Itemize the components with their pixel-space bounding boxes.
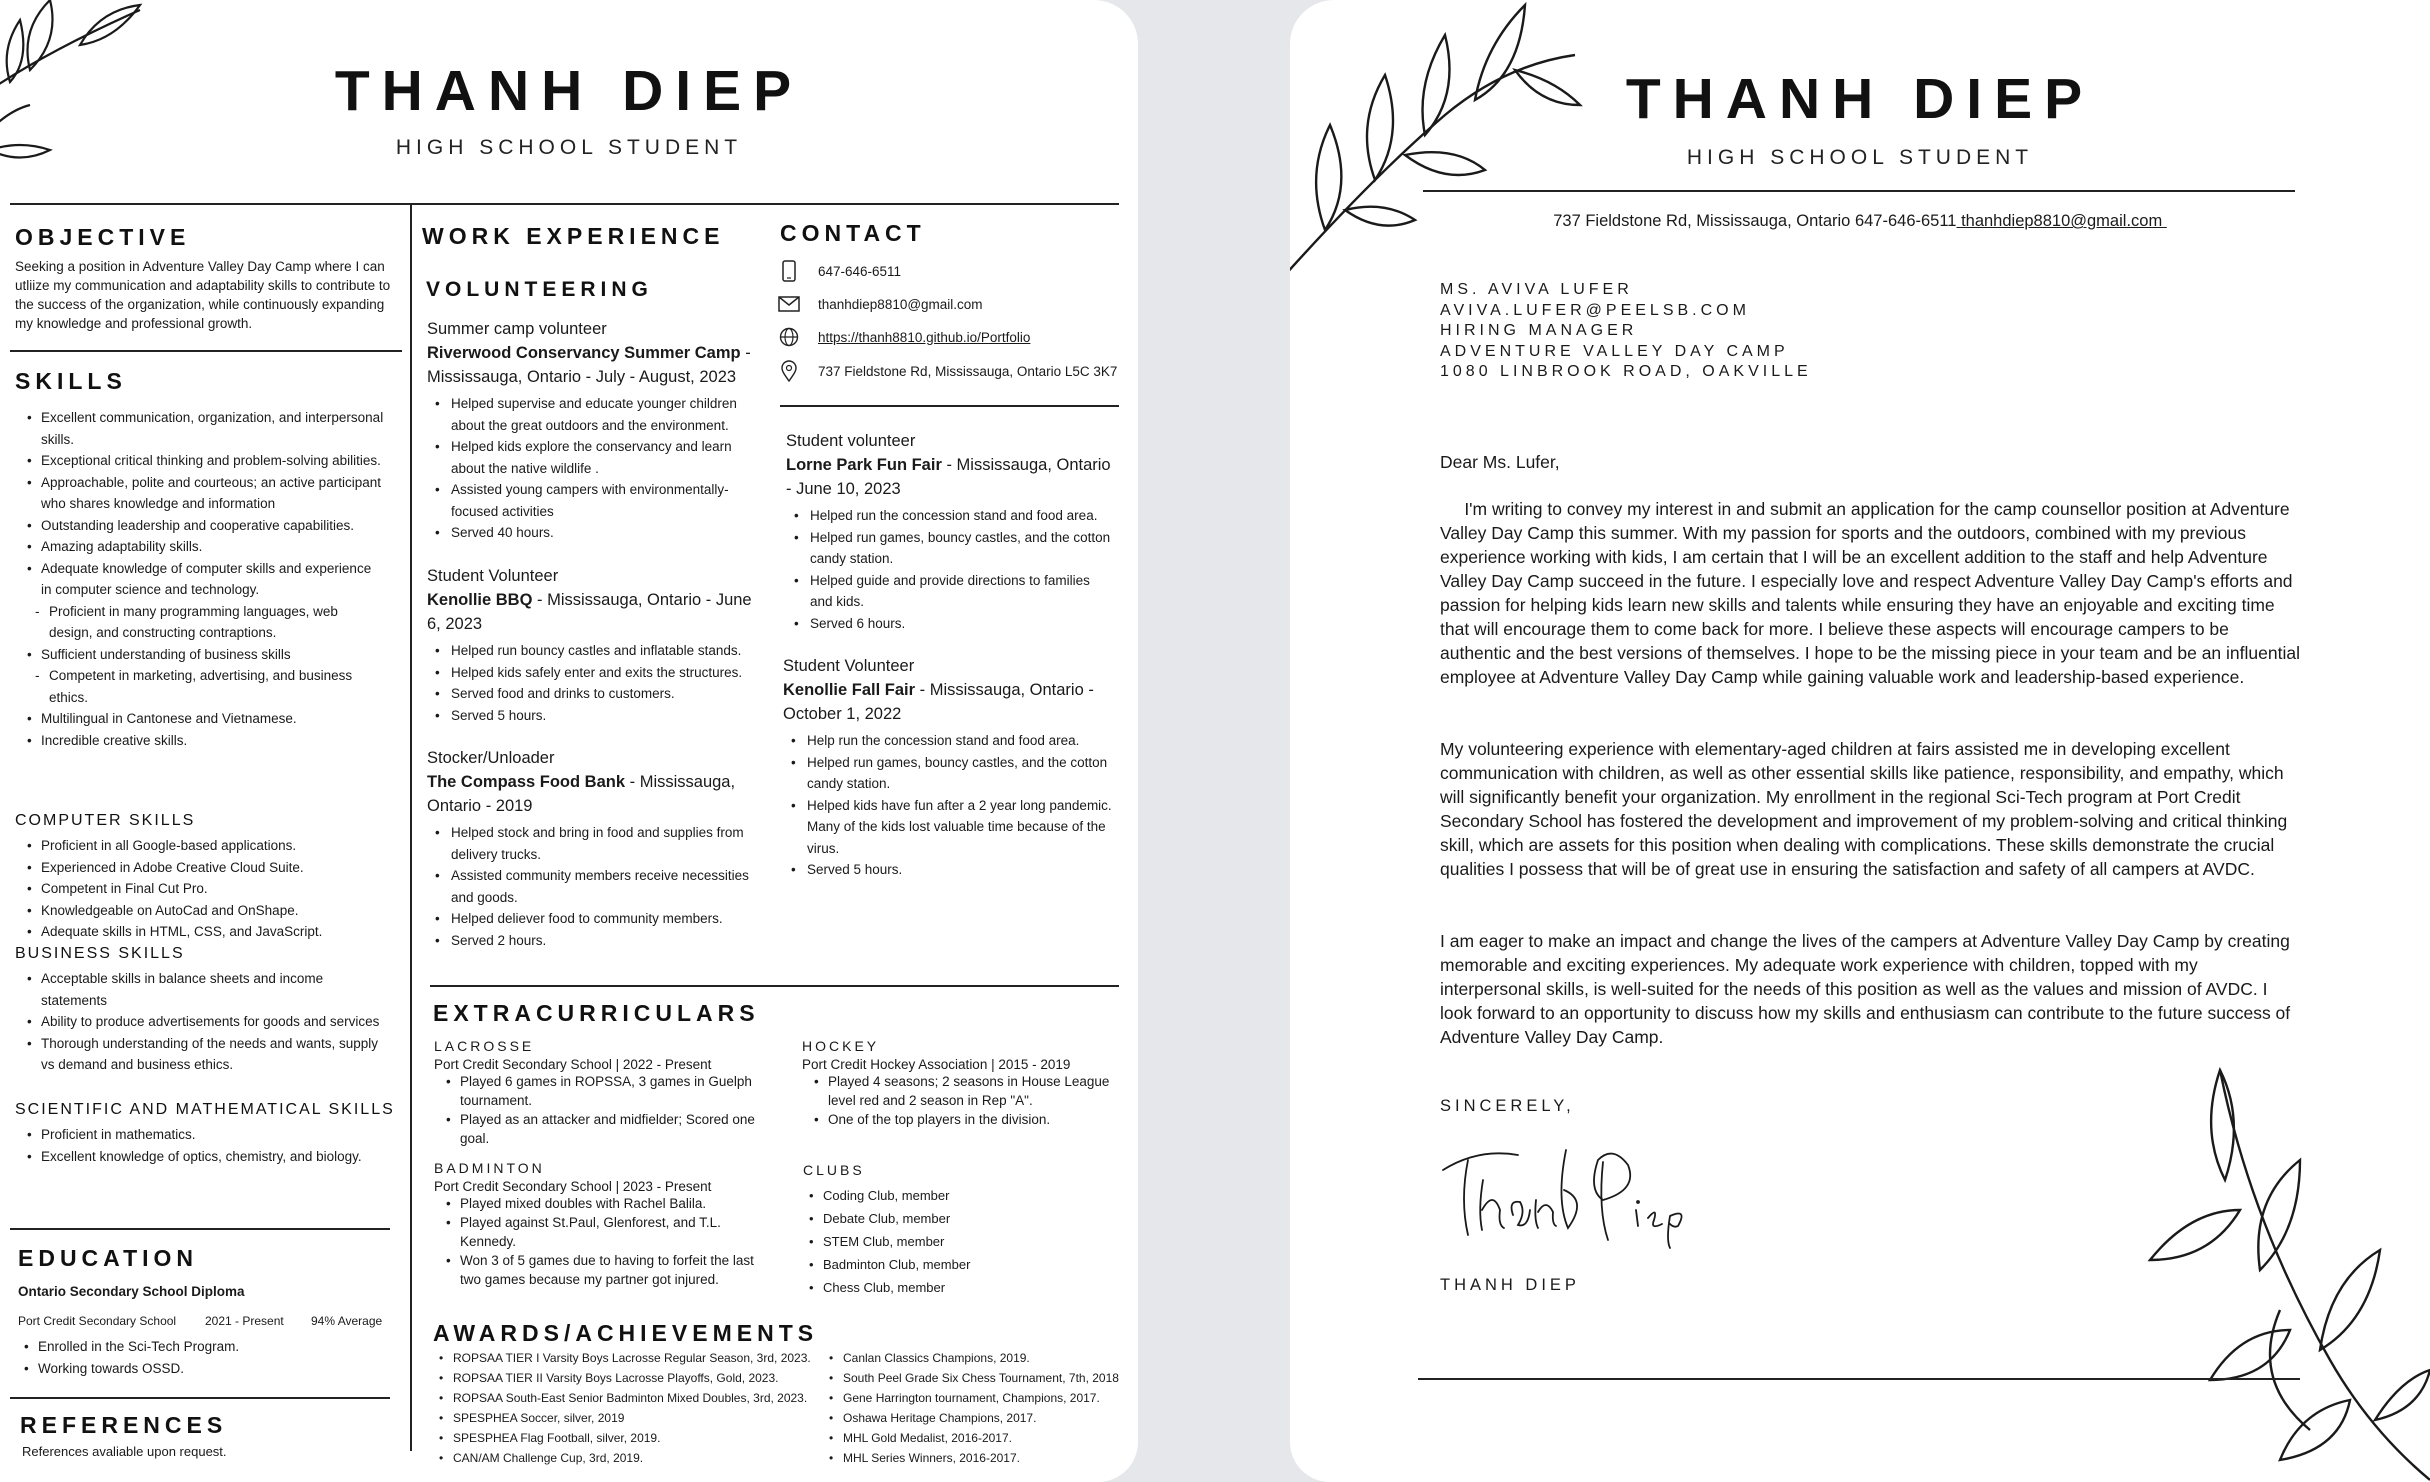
job-detail: - Mississauga, Ontario - June 10, 2023 [786, 456, 1111, 498]
education-heading: EDUCATION [18, 1245, 199, 1271]
list-sub-item: - Proficient in many programming languages, web design, and constructing contraptions. [25, 601, 385, 644]
list-item: • Played against St.Paul, Glenforest, and T.L. Kennedy. [444, 1213, 754, 1251]
education-list [22, 1336, 382, 1379]
lacrosse-title: LACROSSE [434, 1038, 535, 1054]
divider [430, 985, 1119, 987]
divider [1418, 1378, 2300, 1380]
list-item: • Canlan Classics Champions, 2019. [823, 1348, 1133, 1368]
recipient-line: MS. AVIVA LUFER [1440, 281, 1633, 298]
recipient-block [1440, 280, 1812, 383]
mail-icon [778, 293, 800, 315]
list-item: • CAN/AM Challenge Cup, 3rd, 2019. [433, 1448, 833, 1468]
list-item: • Competent in Final Cut Pro. [25, 878, 385, 900]
education-average: 94% Average [311, 1314, 383, 1328]
references-text: References avaliable upon request. [22, 1444, 227, 1459]
list-item: • Assisted community members receive necessities and goods. [427, 865, 752, 908]
science-skills-list [25, 1124, 385, 1167]
list-item: • Served 2 hours. [427, 930, 752, 952]
list-item: • Played 6 games in ROPSSA, 3 games in Guelph tournament. [444, 1072, 764, 1110]
list-item: • Outstanding leadership and cooperative capabilities. [25, 515, 385, 537]
leaf-branch-icon [1290, 0, 1585, 285]
list-item: • Helped kids explore the conservancy and learn about the native wildlife . [427, 436, 752, 479]
list-item: • Oshawa Heritage Champions, 2017. [823, 1408, 1133, 1428]
list-item: • Thorough understanding of the needs and wants, supply vs demand and business ethics. [25, 1033, 385, 1076]
list-item: • Enrolled in the Sci-Tech Program. [22, 1336, 382, 1358]
list-item: • Helped run games, bouncy castles, and the cotton candy station. [783, 752, 1113, 795]
job-entry [786, 429, 1116, 634]
clubs-title: CLUBS [803, 1162, 865, 1178]
list-item: • Helped run games, bouncy castles, and the cotton candy station. [786, 527, 1116, 570]
cover-letter-page [1290, 0, 2430, 1482]
letter-address: 737 Fieldstone Rd, Mississauga, Ontario 647-646-6511 [1553, 212, 1957, 230]
resume-name: THANH DIEP [334, 59, 804, 123]
science-skills-heading: SCIENTIFIC AND MATHEMATICAL SKILLS [15, 1101, 395, 1118]
lacrosse-org: Port Credit Secondary School | 2022 - Present [434, 1057, 712, 1072]
skills-heading: SKILLS [15, 368, 127, 394]
list-sub-item: - Competent in marketing, advertising, and business ethics. [25, 665, 385, 708]
badminton-org: Port Credit Secondary School | 2023 - Present [434, 1179, 712, 1194]
list-item: • SPESPHEA Flag Football, silver, 2019. [433, 1428, 833, 1448]
list-item: • Ability to produce advertisements for goods and services [25, 1011, 385, 1033]
lacrosse-section [434, 1038, 779, 1148]
list-item: • Debate Club, member [803, 1207, 1123, 1230]
job-entry [783, 654, 1118, 881]
list-item: • ROPSAA South-East Senior Badminton Mixed Doubles, 3rd, 2023. [433, 1388, 833, 1408]
list-item: • Chess Club, member [803, 1276, 1123, 1299]
letter-paragraph: I'm writing to convey my interest in and submit an application for the camp counsellor position at Adventure Valley Day Camp this summer. With my passion for sports and the outdoors, combined with my previous experience working with kids, I am certain that I will be an excellent addition to the staff and help Adventure Valley Day Camp succeed in the future. I especially love and respect Adventure Valley Day Camp's efforts and passion for helping kids learn new skills and talents while ensuring they have an enjoyable and exciting time that will encourage them to come back for more. I believe these aspects will encourage campers to be authentic and the best versions of themselves. I hope to be the missing piece in your team and be an influential employee at Adventure Valley Day Camp while gaining valuable work and leadership-based experience. [1440, 499, 2305, 687]
resume-page [0, 0, 1138, 1482]
job-role: Student Volunteer [427, 567, 559, 585]
list-item: • Helped kids safely enter and exits the structures. [427, 662, 752, 684]
list-item: • Helped run the concession stand and food area. [786, 505, 1116, 527]
list-item: • Helped supervise and educate younger children about the great outdoors and the environment. [427, 393, 752, 436]
extracurriculars-heading: EXTRACURRICULARS [433, 1000, 760, 1026]
contact-website-row [778, 326, 1030, 348]
list-item: • Helped deliever food to community members. [427, 908, 752, 930]
list-item: • Proficient in all Google-based applications. [25, 835, 385, 857]
job-role: Summer camp volunteer [427, 320, 607, 338]
list-item: • Served 6 hours. [786, 613, 1116, 635]
job-entry [427, 564, 757, 726]
contact-phone: 647-646-6511 [818, 263, 902, 279]
references-heading: REFERENCES [20, 1412, 228, 1438]
closing: SINCERELY, [1440, 1097, 1575, 1115]
list-item: • Helped stock and bring in food and supplies from delivery trucks. [427, 822, 752, 865]
list-item: • South Peel Grade Six Chess Tournament, 7th, 2018 [823, 1368, 1133, 1388]
list-item: • Experienced in Adobe Creative Cloud Suite. [25, 857, 385, 879]
location-pin-icon [778, 360, 800, 382]
computer-skills-list [25, 835, 385, 943]
letter-paragraph: I am eager to make an impact and change the lives of the campers at Adventure Valley Day Camp by creating memorable and exciting experiences. My adequate work experience with children, topped with my interpersonal skills, is well-suited for the needs of this position as well as the values and mission of AVDC. I look forward to an opportunity to discuss how my skills and enthusiasm can contribute to the future success of Adventure Valley Day Camp. [1440, 931, 2291, 1047]
job-role: Student volunteer [786, 432, 916, 450]
divider [10, 1228, 390, 1230]
volunteering-heading: VOLUNTEERING [426, 278, 653, 301]
list-item: • ROPSAA TIER II Varsity Boys Lacrosse Playoffs, Gold, 2023. [433, 1368, 833, 1388]
list-item: • Played as an attacker and midfielder; Scored one goal. [444, 1110, 764, 1148]
contact-website-link[interactable]: https://thanh8810.github.io/Portfolio [818, 329, 1031, 345]
list-item: • Amazing adaptability skills. [25, 536, 385, 558]
business-skills-list [25, 968, 385, 1076]
job-entry [427, 746, 757, 951]
awards-list-right [823, 1348, 1133, 1468]
education-years: 2021 - Present [205, 1314, 284, 1328]
list-item: • MHL Gold Medalist, 2016-2017. [823, 1428, 1133, 1448]
list-item: • Excellent communication, organization, and interpersonal skills. [25, 407, 385, 450]
list-item: • Assisted young campers with environmentally-focused activities [427, 479, 752, 522]
list-item: • MHL Series Winners, 2016-2017. [823, 1448, 1133, 1468]
skills-list [25, 407, 385, 751]
job-org: Kenollie Fall Fair [783, 681, 916, 699]
list-item: • ROPSAA TIER I Varsity Boys Lacrosse Regular Season, 3rd, 2023. [433, 1348, 833, 1368]
job-org: Kenollie BBQ [427, 591, 533, 609]
contact-heading: CONTACT [780, 220, 926, 246]
computer-skills-heading: COMPUTER SKILLS [15, 812, 196, 829]
recipient-line: HIRING MANAGER [1440, 322, 1638, 339]
letter-paragraph: My volunteering experience with elementary-aged children at fairs assisted me in developing excellent communication with children, as well as other essential skills like patience, responsibility, and empathy, which will significantly benefit your organization. My enrollment in the regional Sci-Tech program at Port Credit Secondary School has fostered the development and improvement of my problem-solving and critical thinking skill, which are assets for this position when dealing with complications. These skills demonstrate the crucial qualities I possess that will be of great use in ensuring the satisfaction and safety of all campers at AVDC. [1440, 739, 2288, 879]
divider [780, 405, 1119, 407]
list-item: • Won 3 of 5 games due to having to forfeit the last two games because my partner got injured. [444, 1251, 754, 1289]
education-school: Port Credit Secondary School [18, 1314, 177, 1328]
contact-email-row [778, 293, 983, 315]
list-item: • Adequate skills in HTML, CSS, and JavaScript. [25, 921, 385, 943]
contact-phone-row [778, 260, 901, 282]
divider [10, 203, 412, 205]
list-item: • Played mixed doubles with Rachel Balila. [444, 1194, 754, 1213]
list-item: • Incredible creative skills. [25, 730, 385, 752]
awards-heading: AWARDS/ACHIEVEMENTS [433, 1320, 819, 1346]
list-item: • Served 5 hours. [783, 859, 1113, 881]
list-item: • Helped run bouncy castles and inflatable stands. [427, 640, 752, 662]
education-diploma: Ontario Secondary School Diploma [18, 1284, 245, 1299]
divider [10, 1397, 390, 1399]
clubs-section [803, 1162, 1123, 1299]
list-item: • Knowledgeable on AutoCad and OnShape. [25, 900, 385, 922]
job-org: Riverwood Conservancy Summer Camp [427, 344, 741, 362]
divider [1423, 190, 2295, 192]
list-item: • SPESPHEA Soccer, silver, 2019 [433, 1408, 833, 1428]
recipient-line: AVIVA.LUFER@PEELSB.COM [1440, 301, 1750, 319]
contact-address-row [778, 360, 1117, 382]
list-item: • Acceptable skills in balance sheets and income statements [25, 968, 385, 1011]
list-item: • One of the top players in the division. [812, 1110, 1127, 1129]
job-detail: - Mississauga, Ontario - June 6, 2023 [427, 591, 752, 633]
letter-email-link[interactable]: thanhdiep8810@gmail.com [1956, 212, 2167, 230]
recipient-line: ADVENTURE VALLEY DAY CAMP [1440, 342, 1789, 360]
phone-icon [778, 260, 800, 282]
list-item: • Served 5 hours. [427, 705, 752, 727]
job-detail: - Mississauga, Ontario - October 1, 2022 [783, 681, 1094, 723]
salutation: Dear Ms. Lufer, [1440, 452, 1560, 472]
letter-name: THANH DIEP [1625, 67, 2095, 131]
resume-subtitle: HIGH SCHOOL STUDENT [395, 136, 743, 159]
divider [412, 203, 1119, 205]
list-item: • Served food and drinks to customers. [427, 683, 752, 705]
list-item: • Approachable, polite and courteous; an active participant who shares knowledge and information [25, 472, 385, 515]
column-divider [410, 203, 412, 1451]
list-item: • Gene Harrington tournament, Champions, 2017. [823, 1388, 1133, 1408]
badminton-section [434, 1160, 779, 1289]
letter-subtitle: HIGH SCHOOL STUDENT [1686, 146, 2034, 169]
hockey-title: HOCKEY [802, 1038, 880, 1054]
letter-contact-line [1290, 212, 2430, 231]
list-item: • Sufficient understanding of business skills [25, 644, 385, 666]
globe-icon [778, 326, 800, 348]
contact-email[interactable]: thanhdiep8810@gmail.com [818, 296, 983, 312]
job-role: Stocker/Unloader [427, 749, 555, 767]
list-item: • Excellent knowledge of optics, chemistry, and biology. [25, 1146, 385, 1168]
list-item: • Adequate knowledge of computer skills and experience in computer science and technology. [25, 558, 385, 601]
objective-text: Seeking a position in Adventure Valley Day Camp where I can utliize my communication and adaptability skills to contribute to the success of the organization, while continuously expanding my knowledge and professional growth. [15, 259, 391, 331]
signature-image [1438, 1140, 1698, 1255]
list-item: • Multilingual in Cantonese and Vietnamese. [25, 708, 385, 730]
leaf-branch-icon [2130, 1060, 2430, 1482]
list-item: • Badminton Club, member [803, 1253, 1123, 1276]
list-item: • Served 40 hours. [427, 522, 752, 544]
badminton-title: BADMINTON [434, 1160, 545, 1176]
list-item: • Helped kids have fun after a 2 year long pandemic. Many of the kids lost valuable time because of the virus. [783, 795, 1113, 860]
contact-address: 737 Fieldstone Rd, Mississauga, Ontario L5C 3K7 [818, 363, 1118, 379]
list-item: • Help run the concession stand and food area. [783, 730, 1113, 752]
job-org: Lorne Park Fun Fair [786, 456, 942, 474]
job-role: Student Volunteer [783, 657, 915, 675]
job-entry [427, 317, 757, 544]
awards-list-left [433, 1348, 833, 1468]
hockey-org: Port Credit Hockey Association | 2015 - 2019 [802, 1057, 1071, 1072]
recipient-line: 1080 LINBROOK ROAD, OAKVILLE [1440, 363, 1812, 380]
job-org: The Compass Food Bank [427, 773, 626, 791]
list-item: • Exceptional critical thinking and problem-solving abilities. [25, 450, 385, 472]
work-heading: WORK EXPERIENCE [422, 223, 725, 249]
business-skills-heading: BUSINESS SKILLS [15, 945, 185, 962]
hockey-section [802, 1038, 1132, 1129]
list-item: • Coding Club, member [803, 1184, 1123, 1207]
job-detail: - Mississauga, Ontario - 2019 [427, 773, 736, 815]
list-item: • Proficient in mathematics. [25, 1124, 385, 1146]
divider [10, 350, 402, 352]
signoff-name: THANH DIEP [1440, 1276, 1580, 1294]
list-item: • Working towards OSSD. [22, 1358, 382, 1380]
objective-heading: OBJECTIVE [15, 224, 191, 250]
list-item: • Played 4 seasons; 2 seasons in House League level red and 2 season in Rep "A". [812, 1072, 1127, 1110]
job-detail: - Mississauga, Ontario - July - August, 2023 [427, 344, 751, 386]
list-item: • Helped guide and provide directions to families and kids. [786, 570, 1116, 613]
list-item: • STEM Club, member [803, 1230, 1123, 1253]
